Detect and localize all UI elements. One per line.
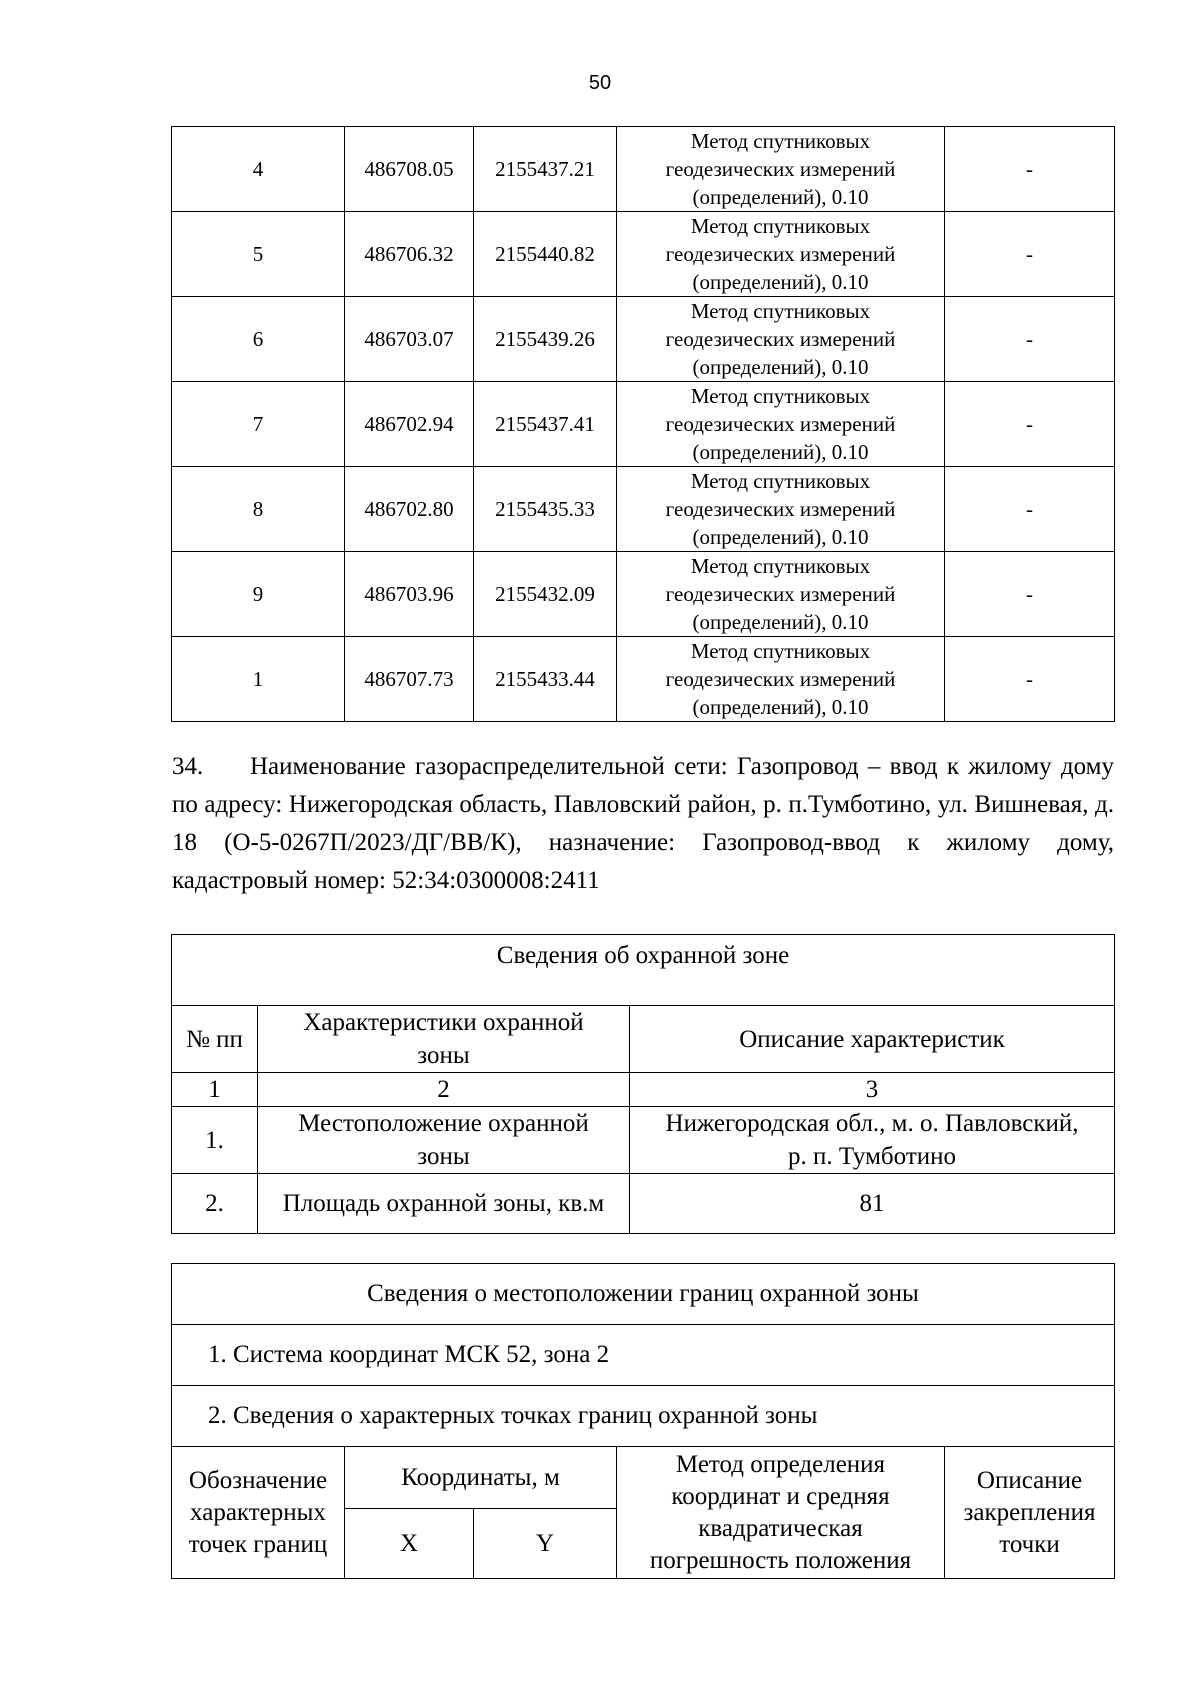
point-method-line1: Метод спутниковых bbox=[690, 129, 871, 153]
header-x: X bbox=[345, 1509, 474, 1579]
header-description bbox=[945, 1447, 1115, 1579]
point-row bbox=[172, 552, 1115, 637]
zone-row-description-line1: Нижегородская обл., м. о. Павловский, bbox=[665, 1110, 1079, 1137]
zone-index-2: 2 bbox=[258, 1073, 630, 1107]
point-method bbox=[617, 637, 945, 722]
point-number: 6 bbox=[172, 297, 345, 382]
point-description: - bbox=[945, 127, 1115, 212]
point-method-line3: (определений), 0.10 bbox=[692, 185, 869, 209]
point-y: 2155437.21 bbox=[474, 127, 617, 212]
zone-row bbox=[172, 1174, 1115, 1234]
point-number: 1 bbox=[172, 637, 345, 722]
point-method-line1: Метод спутниковых bbox=[690, 299, 871, 323]
point-method-line1: Метод спутниковых bbox=[690, 554, 871, 578]
page-number: 50 bbox=[588, 72, 612, 94]
point-x: 486706.32 bbox=[345, 212, 474, 297]
point-method-line2: геодезических измерений bbox=[665, 582, 896, 606]
point-method-line3: (определений), 0.10 bbox=[692, 610, 869, 634]
point-method-line3: (определений), 0.10 bbox=[692, 440, 869, 464]
point-method-line2: геодезических измерений bbox=[665, 242, 896, 266]
header-designation-line1: Обозначение bbox=[188, 1466, 328, 1494]
header-description-line2: закрепления bbox=[963, 1498, 1096, 1526]
zone-row-num: 1. bbox=[172, 1107, 258, 1174]
header-method-line2: координат и средняя bbox=[671, 1482, 890, 1510]
point-y: 2155440.82 bbox=[474, 212, 617, 297]
zone-index-1: 1 bbox=[172, 1073, 258, 1107]
point-number: 8 bbox=[172, 467, 345, 552]
points-table-body bbox=[172, 127, 1115, 722]
zone-header-description: Описание характеристик bbox=[630, 1006, 1115, 1073]
point-x: 486702.80 bbox=[345, 467, 474, 552]
point-x: 486707.73 bbox=[345, 637, 474, 722]
header-description-line1: Описание bbox=[976, 1466, 1083, 1494]
point-method-line2: геодезических измерений bbox=[665, 497, 896, 521]
point-method bbox=[617, 297, 945, 382]
zone-table-title: Сведения об охранной зоне bbox=[172, 935, 1115, 1006]
zone-info-table bbox=[171, 934, 1115, 1234]
point-method-line3: (определений), 0.10 bbox=[692, 270, 869, 294]
point-y: 2155435.33 bbox=[474, 467, 617, 552]
header-designation-line3: точек границ bbox=[188, 1530, 328, 1558]
header-designation-line2: характерных bbox=[190, 1498, 326, 1526]
zone-header-characteristic-line1: Характеристики охранной bbox=[303, 1009, 584, 1036]
point-description: - bbox=[945, 212, 1115, 297]
point-number: 7 bbox=[172, 382, 345, 467]
point-method-line2: геодезических измерений bbox=[665, 327, 896, 351]
zone-header-num: № пп bbox=[172, 1006, 258, 1073]
coordinate-system: 1. Система координат МСК 52, зона 2 bbox=[172, 1325, 1115, 1386]
point-x: 486703.96 bbox=[345, 552, 474, 637]
point-method-line1: Метод спутниковых bbox=[690, 639, 871, 663]
zone-row-characteristic-line2: зоны bbox=[417, 1143, 470, 1170]
point-method bbox=[617, 467, 945, 552]
point-y: 2155433.44 bbox=[474, 637, 617, 722]
header-method-line3: квадратическая bbox=[698, 1514, 863, 1542]
zone-index-3: 3 bbox=[630, 1073, 1115, 1107]
zone-row bbox=[172, 1107, 1115, 1174]
zone-header-characteristic-line2: зоны bbox=[417, 1042, 470, 1069]
point-x: 486708.05 bbox=[345, 127, 474, 212]
header-method-line4: погрешность положения bbox=[649, 1546, 912, 1574]
point-method bbox=[617, 127, 945, 212]
point-method-line2: геодезических измерений bbox=[665, 412, 896, 436]
header-y: Y bbox=[474, 1509, 617, 1579]
header-method-line1: Метод определения bbox=[675, 1450, 886, 1478]
point-row bbox=[172, 297, 1115, 382]
point-number: 4 bbox=[172, 127, 345, 212]
point-description: - bbox=[945, 382, 1115, 467]
point-method-line3: (определений), 0.10 bbox=[692, 355, 869, 379]
section-number: 34. bbox=[172, 753, 204, 780]
point-x: 486702.94 bbox=[345, 382, 474, 467]
point-method-line3: (определений), 0.10 bbox=[692, 525, 869, 549]
point-description: - bbox=[945, 552, 1115, 637]
point-row bbox=[172, 467, 1115, 552]
boundary-table-title: Сведения о местоположении границ охранной зоны bbox=[172, 1264, 1115, 1325]
point-y: 2155432.09 bbox=[474, 552, 617, 637]
zone-row-characteristic bbox=[258, 1107, 630, 1174]
point-description: - bbox=[945, 637, 1115, 722]
zone-header-characteristic bbox=[258, 1006, 630, 1073]
point-y: 2155439.26 bbox=[474, 297, 617, 382]
point-method bbox=[617, 212, 945, 297]
zone-row-num: 2. bbox=[172, 1174, 258, 1234]
header-coordinates: Координаты, м bbox=[345, 1447, 617, 1509]
point-description: - bbox=[945, 467, 1115, 552]
points-table bbox=[171, 126, 1115, 722]
header-description-line3: точки bbox=[999, 1530, 1060, 1558]
zone-row-description-line2: р. п. Тумботино bbox=[788, 1143, 956, 1170]
header-designation bbox=[172, 1447, 345, 1579]
section-paragraph bbox=[172, 748, 1114, 900]
point-method-line3: (определений), 0.10 bbox=[692, 695, 869, 719]
point-row bbox=[172, 127, 1115, 212]
point-method-line1: Метод спутниковых bbox=[690, 214, 871, 238]
point-row bbox=[172, 212, 1115, 297]
header-method bbox=[617, 1447, 945, 1579]
point-method-line1: Метод спутниковых bbox=[690, 384, 871, 408]
point-method bbox=[617, 382, 945, 467]
point-x: 486703.07 bbox=[345, 297, 474, 382]
zone-row-description bbox=[630, 1107, 1115, 1174]
point-number: 5 bbox=[172, 212, 345, 297]
point-y: 2155437.41 bbox=[474, 382, 617, 467]
point-method-line2: геодезических измерений bbox=[665, 157, 896, 181]
boundary-points-info: 2. Сведения о характерных точках границ охранной зоны bbox=[172, 1386, 1115, 1447]
point-method-line2: геодезических измерений bbox=[665, 667, 896, 691]
point-method bbox=[617, 552, 945, 637]
section-text: Наименование газораспределительной сети: Газопровод – ввод к жилому дому по адресу: Нижегородская область, Павловский район, р. п.Тумботино, ул. Вишневая, д. 18 (О-5-0267П/2023/ДГ/ВВ/К), назначение: Газопровод-ввод к жилому дому, кадастровый номер: 52:34:0300008:2411 bbox=[172, 753, 1114, 894]
point-method-line1: Метод спутниковых bbox=[690, 469, 871, 493]
point-row bbox=[172, 382, 1115, 467]
point-description: - bbox=[945, 297, 1115, 382]
zone-row-characteristic-line1: Местоположение охранной bbox=[298, 1110, 589, 1137]
point-number: 9 bbox=[172, 552, 345, 637]
boundary-table bbox=[171, 1263, 1115, 1579]
point-row bbox=[172, 637, 1115, 722]
zone-row-description: 81 bbox=[630, 1174, 1115, 1234]
zone-row-characteristic: Площадь охранной зоны, кв.м bbox=[258, 1174, 630, 1234]
